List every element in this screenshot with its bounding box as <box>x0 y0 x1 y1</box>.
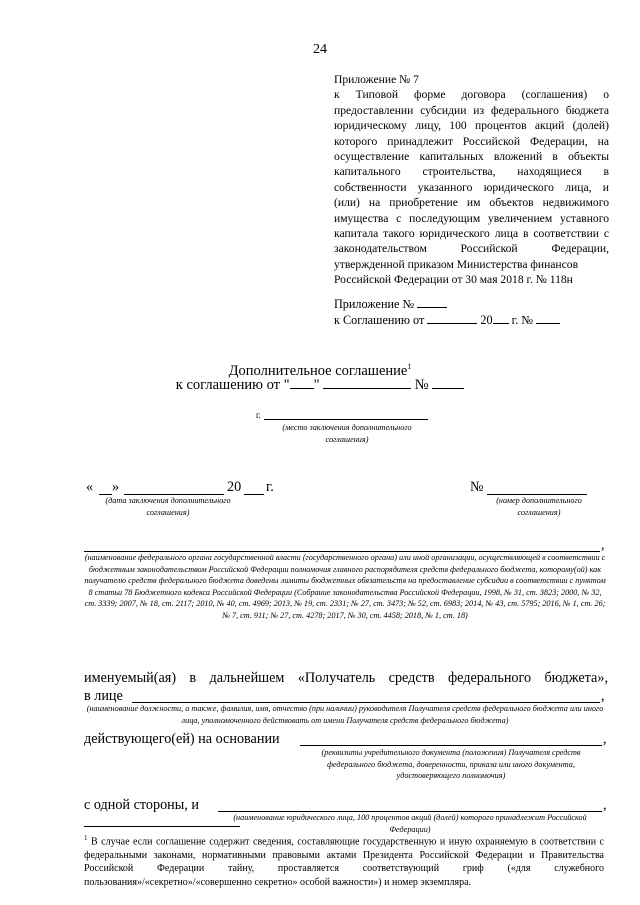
annex-date-field[interactable] <box>427 312 477 324</box>
subtitle-num-label: № <box>414 377 429 393</box>
document-subtitle <box>0 376 640 395</box>
subtitle-day-field[interactable] <box>290 377 314 389</box>
appendix-line: которого принадлежит Российской Федерации, на <box>334 134 609 148</box>
face-prefix: в лице <box>84 688 123 704</box>
place-line[interactable] <box>264 419 428 420</box>
footnote <box>84 832 604 889</box>
representative-caption: (наименование должности, а также, фамилия, имя, отчество (при наличии) руководителя Получателя средств федерального бюджета или иного лица, уполномоченного действовать от имени Получателя средств федерального бюджета) <box>86 704 604 725</box>
appendix-header <box>334 72 609 288</box>
appendix-line: (или) на приобретение им объектов недвижимого <box>334 196 609 210</box>
annex-num-label: г. № <box>511 313 533 327</box>
place-caption: (место заключения дополнительного соглашения) <box>282 423 412 444</box>
acting-caption: (реквизиты учредительного документа (положения) Получателя средств федерального бюджета, доверенности, приказа или иного документа, удостоверяющего полномочия) <box>321 748 581 780</box>
appendix-line: имущества с последующим увеличением уставного <box>334 211 609 225</box>
footnote-number: 1 <box>84 834 88 842</box>
appendix-line: юридическому лицу, 100 процентов акций (долей) <box>334 119 609 133</box>
org-comma: , <box>601 538 605 553</box>
footnote-text: В случае если соглашение содержит сведения, составляющие государственную и иную охраняемую в соответствии с федеральными законами, нормативными правовыми актами Президента Российской Федерации и Правительства Российской Федерации тайну, проставляется соответствующий гриф («для служебного пользования»/«секретно»/«совершенно секретно» особой важности») и номер экземпляра. <box>84 836 604 888</box>
place-prefix: г. <box>256 410 261 420</box>
annex-year-field[interactable] <box>493 312 509 324</box>
appendix-line: собственности указанного юридического лица, и <box>334 180 609 194</box>
page-number: 24 <box>313 42 327 57</box>
recipient-named-text: именуемый(ая) в дальнейшем «Получатель средств федерального бюджета», <box>84 670 608 686</box>
annex-agreement-label: к Соглашению от <box>334 313 425 327</box>
appendix-line: утвержденной приказом Министерства финансов <box>334 257 579 271</box>
appendix-line: Российской Федерации от 30 мая 2018 г. № 118н <box>334 273 573 287</box>
number-caption: (номер дополнительного соглашения) <box>496 496 582 517</box>
date-year-suffix: г. <box>266 479 274 495</box>
date-year-prefix: 20 <box>227 479 242 495</box>
face-comma: , <box>601 688 605 704</box>
subtitle-date-field[interactable] <box>323 377 411 389</box>
side-prefix: с одной стороны, и <box>84 797 199 813</box>
appendix-line: предоставлении субсидии из федерального бюджета <box>334 103 609 117</box>
annex-number-label: Приложение № <box>334 297 415 311</box>
appendix-line: Приложение № 7 <box>334 73 419 86</box>
org-caption: (наименование федерального органа государственной власти (государственного органа) или иной организации, осуществляющей в соответствии с бюджетным законодательством Российской Федерации полномочия главного распорядителя средств федерального бюджета, которому(ой) как получателю средств федерального бюджета доведены лимиты бюджетных обязательств на предоставление субсидии в соответствии с пунктом 8 статьи 78 Бюджетного кодекса Российской Федерации (Собрание законодательства Российской Федерации, 1998, № 31, ст. 3823; 2000, № 32, ст. 3339; 2007, № 18, ст. 2117; 2010, № 40, ст. 4969; 2013, № 19, ст. 2331; № 27, ст. 3473; № 52, ст. 6983; 2014, № 43, ст. 5795; 2016, № 1, ст. 26; № 7, ст. 911; № 27, ст. 4278; 2017, № 30, ст. 4458; 2018, № 1, ст. 18) <box>84 553 606 620</box>
footnote-mark: 1 <box>407 362 412 371</box>
acting-basis-line[interactable] <box>300 745 602 746</box>
annex-agreement-number-field[interactable] <box>536 312 560 324</box>
acting-prefix: действующего(ей) на основании <box>84 731 280 747</box>
footnote-separator <box>84 826 240 827</box>
legal-entity-caption: (наименование юридического лица, 100 процентов акций (долей) которого принадлежит Российской Федерации) <box>233 813 587 834</box>
appendix-line: капитального строительства, находящиеся в <box>334 165 609 179</box>
side-comma: , <box>603 797 607 813</box>
annex-number-field[interactable] <box>417 296 447 308</box>
number-prefix: № <box>470 479 484 495</box>
subtitle-quote: " <box>313 377 320 393</box>
subtitle-number-field[interactable] <box>432 377 464 389</box>
subtitle-prefix: к соглашению от " <box>175 377 290 393</box>
date-open-quote: « <box>86 479 94 495</box>
title-text: Дополнительное соглашение <box>228 362 408 379</box>
appendix-line: капитала такого юридического лица в соответствии с <box>334 227 609 241</box>
acting-comma: , <box>603 731 607 747</box>
appendix-line: к Типовой форме договора (соглашения) о <box>334 88 609 102</box>
appendix-line: осуществление капитальных вложений в объекты <box>334 150 609 164</box>
annex-year-label: 20 <box>480 313 493 327</box>
date-close-quote: » <box>112 479 120 495</box>
appendix-line: законодательством Российской Федерации, <box>334 242 609 256</box>
date-year-field[interactable] <box>244 494 264 495</box>
date-caption: (дата заключения дополнительного соглашения) <box>105 496 231 517</box>
annex-reference <box>334 296 560 328</box>
